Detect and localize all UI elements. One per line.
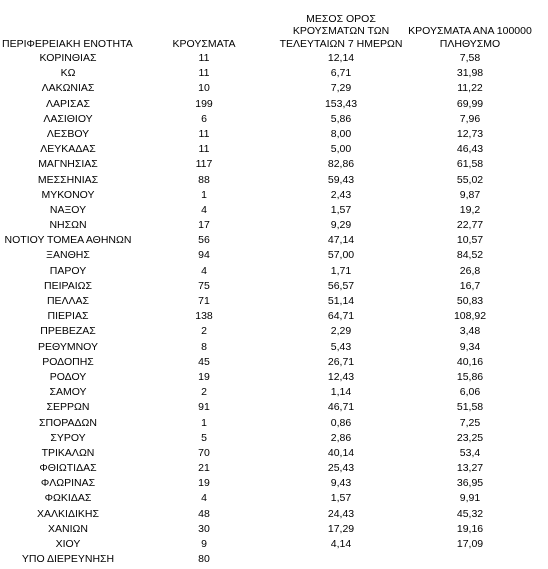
table-row — [0, 491, 548, 506]
table-row — [0, 173, 548, 188]
cell-region: ΣΑΜΟΥ — [49, 386, 87, 399]
cell-avg-7-days: 1,71 — [330, 264, 352, 277]
cell-avg-7-days: 51,14 — [327, 295, 355, 307]
cell-per-100k: 26,8 — [459, 264, 481, 277]
cell-per-100k: 7,25 — [459, 416, 481, 429]
cell-avg-7-days: 24,43 — [327, 507, 355, 520]
cell-per-100k: 3,48 — [459, 325, 481, 338]
cell-cases: 11 — [198, 127, 210, 140]
cell-avg-7-days: 2,43 — [330, 188, 352, 201]
cell-cases: 75 — [198, 279, 210, 292]
cell-region: ΠΑΡΟΥ — [49, 264, 87, 277]
table-row — [0, 97, 548, 112]
cell-cases: 117 — [195, 158, 213, 171]
cell-region: ΚΟΡΙΝΘΙΑΣ — [39, 52, 97, 64]
table-row — [0, 476, 548, 491]
table-row — [0, 51, 548, 66]
cell-avg-7-days: 9,29 — [330, 219, 352, 232]
cell-per-100k: 46,43 — [456, 143, 484, 156]
cell-cases: 138 — [195, 310, 213, 323]
cell-per-100k: 15,86 — [456, 370, 484, 383]
cell-per-100k: 12,73 — [456, 127, 484, 140]
cell-avg-7-days: 40,14 — [327, 446, 355, 459]
cell-per-100k: 9,91 — [459, 492, 481, 505]
cell-per-100k: 36,95 — [456, 477, 484, 490]
cell-avg-7-days: 1,14 — [330, 386, 352, 399]
cell-per-100k: 19,16 — [456, 522, 484, 535]
cell-region: ΤΡΙΚΑΛΩΝ — [41, 446, 95, 459]
cell-cases: 4 — [201, 203, 207, 216]
table-row — [0, 400, 548, 415]
cell-cases: 70 — [198, 446, 210, 459]
table-row — [0, 431, 548, 446]
cell-avg-7-days: 8,00 — [330, 127, 352, 140]
cell-avg-7-days: 9,43 — [330, 477, 352, 490]
cell-avg-7-days: 2,29 — [330, 325, 352, 338]
table-row — [0, 355, 548, 370]
cell-per-100k: 23,25 — [456, 431, 484, 444]
table-row — [0, 81, 548, 96]
cell-per-100k: 6,06 — [459, 386, 481, 399]
header-avg-7-days: ΜΕΣΟΣ ΟΡΟΣ ΚΡΟΥΣΜΑΤΩΝ ΤΩΝ ΤΕΛΕΥΤΑΙΩΝ 7 ΗΜΕΡΩΝ — [279, 12, 403, 50]
cell-per-100k: 17,09 — [456, 538, 484, 550]
cell-region: ΜΥΚΟΝΟΥ — [41, 188, 95, 201]
table-row — [0, 461, 548, 476]
cell-region: ΦΩΚΙΔΑΣ — [44, 492, 92, 505]
cell-cases: 4 — [201, 492, 207, 505]
table-body — [0, 51, 548, 567]
cell-avg-7-days: 12,14 — [327, 52, 355, 64]
table-row — [0, 340, 548, 355]
cell-cases: 9 — [201, 538, 207, 550]
table-row — [0, 264, 548, 279]
cell-region: ΠΕΙΡΑΙΩΣ — [44, 279, 92, 292]
header-per-100k: ΚΡΟΥΣΜΑΤΑ ΑΝΑ 100000 ΠΛΗΘΥΣΜΟ — [408, 25, 532, 50]
table-row — [0, 233, 548, 248]
cell-cases: 11 — [198, 143, 210, 156]
table-row — [0, 127, 548, 142]
cell-avg-7-days: 17,29 — [327, 522, 355, 535]
table-row — [0, 203, 548, 218]
cell-cases: 10 — [198, 82, 210, 95]
cell-per-100k: 11,22 — [457, 82, 483, 95]
cell-region: ΠΡΕΒΕΖΑΣ — [40, 325, 96, 338]
table-row — [0, 507, 548, 522]
table-row — [0, 309, 548, 324]
cell-avg-7-days: 5,43 — [330, 340, 352, 353]
cell-cases: 48 — [198, 507, 210, 520]
cell-per-100k: 40,16 — [456, 355, 484, 368]
cell-region: ΝΑΞΟΥ — [49, 203, 87, 216]
table-row — [0, 248, 548, 263]
table-row — [0, 385, 548, 400]
cell-per-100k: 50,83 — [456, 295, 484, 307]
cell-avg-7-days: 153,43 — [324, 97, 358, 110]
cell-cases: 30 — [198, 522, 210, 535]
cell-cases: 94 — [198, 249, 210, 262]
cell-region: ΦΘΙΩΤΙΔΑΣ — [39, 462, 97, 475]
cell-cases: 1 — [201, 188, 207, 201]
cell-region: ΛΑΡΙΣΑΣ — [46, 97, 90, 110]
cell-region: ΣΕΡΡΩΝ — [46, 401, 90, 414]
cell-cases: 56 — [198, 234, 210, 247]
cell-region: ΛΕΣΒΟΥ — [46, 127, 90, 140]
cell-cases: 17 — [198, 219, 210, 232]
table-row — [0, 537, 548, 552]
header-cases: ΚΡΟΥΣΜΑΤΑ — [172, 37, 236, 50]
cell-per-100k: 84,52 — [456, 249, 484, 262]
cell-cases: 8 — [201, 340, 207, 353]
cell-region: ΛΕΥΚΑΔΑΣ — [40, 143, 96, 156]
cell-cases: 2 — [201, 386, 207, 399]
cell-cases: 4 — [201, 264, 207, 277]
cell-avg-7-days: 1,57 — [330, 492, 352, 505]
cell-region: ΞΑΝΘΗΣ — [46, 249, 90, 262]
table-row — [0, 552, 548, 567]
cell-region: ΝΗΣΩΝ — [49, 219, 87, 232]
table-row — [0, 446, 548, 461]
cell-cases: 19 — [198, 370, 210, 383]
table-row — [0, 218, 548, 233]
table-row — [0, 188, 548, 203]
cell-per-100k: 45,32 — [456, 507, 484, 520]
cell-cases: 80 — [198, 553, 210, 566]
cell-avg-7-days: 25,43 — [327, 462, 355, 475]
cell-region: ΧΙΟΥ — [55, 538, 81, 550]
cell-avg-7-days: 6,71 — [330, 67, 352, 80]
cell-region: ΡΟΔΟΠΗΣ — [42, 355, 94, 368]
table-row — [0, 370, 548, 385]
header-region: ΠΕΡΙΦΕΡΕΙΑΚΗ ΕΝΟΤΗΤΑ — [2, 37, 133, 50]
cell-per-100k: 10,57 — [456, 234, 484, 247]
cell-cases: 21 — [198, 462, 210, 475]
cell-per-100k: 69,99 — [456, 97, 484, 110]
table-row — [0, 112, 548, 127]
cell-avg-7-days: 59,43 — [327, 173, 355, 186]
cell-avg-7-days: 57,00 — [327, 249, 355, 262]
table-row — [0, 142, 548, 157]
cell-per-100k: 108,92 — [453, 310, 487, 323]
cell-region: ΣΠΟΡΑΔΩΝ — [39, 416, 97, 429]
cell-avg-7-days: 5,86 — [330, 112, 352, 125]
cell-avg-7-days: 7,29 — [330, 82, 352, 95]
cell-avg-7-days: 1,57 — [330, 203, 352, 216]
cell-region: ΥΠΟ ΔΙΕΡΕΥΝΗΣΗ — [21, 553, 115, 566]
table-row — [0, 522, 548, 537]
cell-per-100k: 7,96 — [459, 112, 481, 125]
cell-cases: 199 — [195, 97, 213, 110]
cell-region: ΠΙΕΡΙΑΣ — [47, 310, 89, 323]
cell-per-100k: 61,58 — [456, 158, 484, 171]
cell-region: ΜΕΣΣΗΝΙΑΣ — [37, 173, 99, 186]
cell-per-100k: 51,58 — [456, 401, 484, 414]
cell-region: ΝΟΤΙΟΥ ΤΟΜΕΑ ΑΘΗΝΩΝ — [4, 234, 132, 247]
cell-cases: 45 — [198, 355, 210, 368]
cell-per-100k: 9,34 — [459, 340, 481, 353]
table-row — [0, 294, 548, 309]
cell-avg-7-days: 0,86 — [330, 416, 352, 429]
cell-cases: 5 — [201, 431, 207, 444]
cell-avg-7-days: 56,57 — [327, 279, 355, 292]
cell-cases: 88 — [198, 173, 210, 186]
cell-per-100k: 19,2 — [459, 203, 481, 216]
cell-avg-7-days: 47,14 — [327, 234, 355, 247]
table-row — [0, 66, 548, 81]
cell-avg-7-days: 26,71 — [327, 355, 355, 368]
cell-region: ΛΑΚΩΝΙΑΣ — [41, 82, 95, 95]
cell-region: ΡΕΘΥΜΝΟΥ — [37, 340, 98, 353]
cell-per-100k: 53,4 — [459, 446, 481, 459]
cell-cases: 91 — [198, 401, 210, 414]
cell-region: ΜΑΓΝΗΣΙΑΣ — [38, 158, 98, 171]
cell-cases: 11 — [198, 67, 210, 80]
cell-cases: 2 — [201, 325, 207, 338]
cell-region: ΠΕΛΛΑΣ — [46, 295, 90, 307]
table-row — [0, 416, 548, 431]
cell-cases: 6 — [201, 112, 207, 125]
cell-per-100k: 9,87 — [459, 188, 481, 201]
cell-avg-7-days: 64,71 — [327, 310, 355, 323]
cell-region: ΛΑΣΙΘΙΟΥ — [43, 112, 93, 125]
cell-avg-7-days: 5,00 — [330, 143, 352, 156]
cell-cases: 71 — [198, 295, 210, 307]
cell-avg-7-days: 4,14 — [330, 538, 352, 550]
cell-per-100k: 55,02 — [456, 173, 484, 186]
table-row — [0, 157, 548, 172]
cell-per-100k: 22,77 — [456, 219, 484, 232]
cell-cases: 11 — [198, 52, 210, 64]
cell-per-100k: 7,58 — [459, 52, 481, 64]
cell-avg-7-days: 46,71 — [327, 401, 355, 414]
table-row — [0, 324, 548, 339]
cell-region: ΧΑΝΙΩΝ — [48, 522, 88, 535]
cell-region: ΡΟΔΟΥ — [49, 370, 87, 383]
cell-avg-7-days: 2,86 — [330, 431, 352, 444]
cell-per-100k: 31,98 — [456, 67, 484, 80]
table-row — [0, 279, 548, 294]
cell-avg-7-days: 12,43 — [327, 370, 355, 383]
cell-per-100k: 13,27 — [456, 462, 484, 475]
cell-avg-7-days: 82,86 — [327, 158, 355, 171]
cell-region: ΧΑΛΚΙΔΙΚΗΣ — [37, 507, 99, 520]
cell-cases: 19 — [198, 477, 210, 490]
table-header — [0, 4, 548, 50]
cell-region: ΦΛΩΡΙΝΑΣ — [40, 477, 96, 490]
cell-region: ΣΥΡΟΥ — [50, 431, 86, 444]
cell-per-100k: 16,7 — [459, 279, 481, 292]
cell-region: ΚΩ — [60, 67, 76, 80]
cell-cases: 1 — [201, 416, 207, 429]
